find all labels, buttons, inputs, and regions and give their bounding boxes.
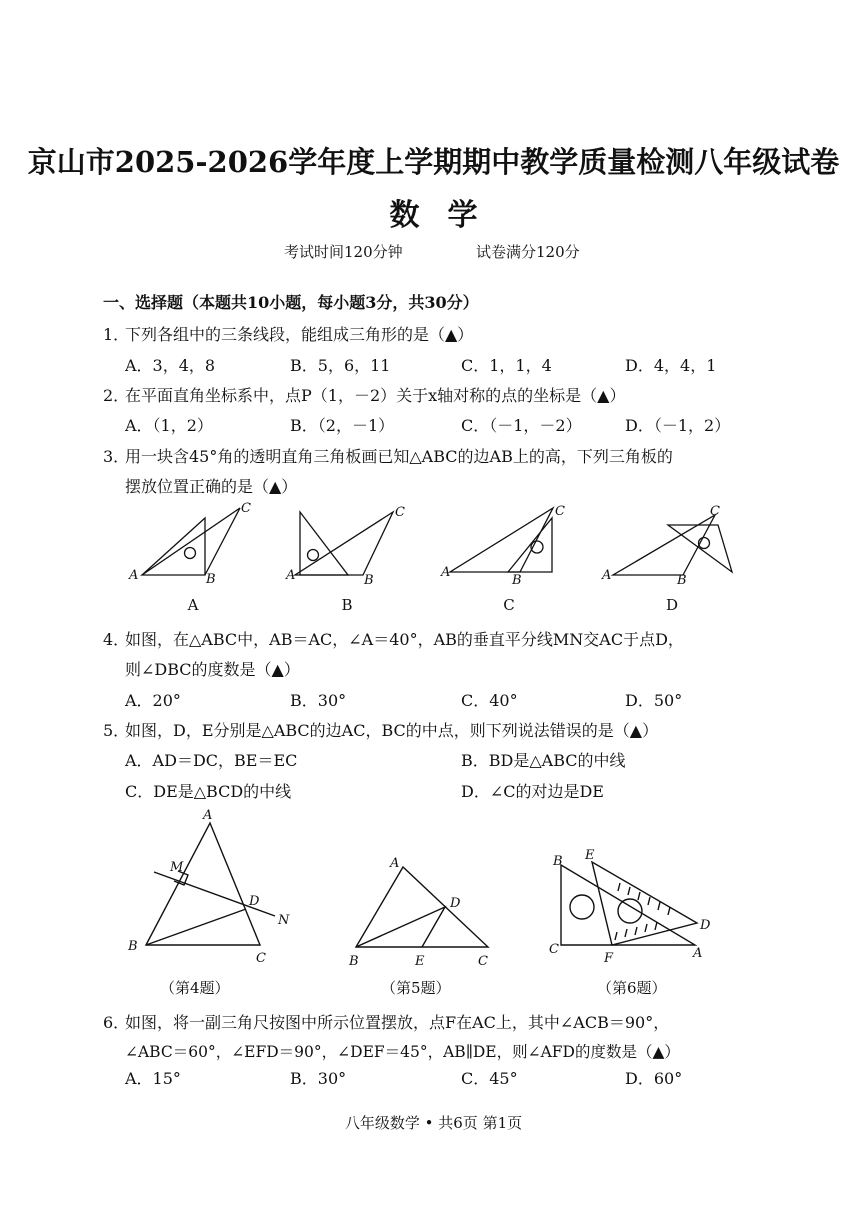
point-label: A — [602, 568, 612, 583]
q6-option-c: C．45° — [461, 1069, 518, 1088]
point-label: C — [395, 505, 405, 520]
q4-option-c: C．40° — [461, 691, 518, 710]
point-label: M — [170, 860, 184, 875]
figure-label-b: B — [341, 596, 353, 614]
exam-score: 试卷满分120分 — [476, 243, 580, 261]
q1-option-d: D．4，4，1 — [625, 356, 717, 375]
question-number: 5． — [103, 721, 130, 740]
point-label: A — [693, 946, 703, 961]
question-text: 下列各组中的三条线段，能组成三角形的是（▲） — [125, 325, 474, 344]
q1-option-c: C．1，1，4 — [461, 356, 552, 375]
q4-option-d: D．50° — [625, 691, 683, 710]
q6-option-a: A．15° — [125, 1069, 181, 1088]
figure-3d — [613, 515, 732, 575]
question-text: 如图，将一副三角尺按图中所示位置摆放，点F在AC上，其中∠ACB＝90°， — [125, 1013, 670, 1032]
page-footer: 八年级数学 • 共6页 第1页 — [344, 1114, 523, 1132]
question-text: 如图，在△ABC中，AB＝AC，∠A＝40°，AB的垂直平分线MN交AC于点D， — [125, 630, 684, 649]
point-label: C — [710, 504, 720, 519]
question-text: 在平面直角坐标系中，点P（1，－2）关于x轴对称的点的坐标是（▲） — [125, 386, 626, 405]
point-label: F — [604, 951, 614, 966]
q4-option-a: A．20° — [125, 691, 181, 710]
question-number: 3． — [103, 447, 130, 466]
figure-3a — [142, 508, 240, 575]
question-number: 2． — [103, 386, 130, 405]
point-label: C — [241, 501, 251, 516]
figure-4 — [146, 823, 275, 945]
figure-5 — [356, 867, 488, 947]
section-heading: 一、选择题（本题共10小题，每小题3分，共30分） — [103, 293, 479, 312]
point-label: E — [415, 954, 425, 969]
point-label: D — [700, 918, 711, 933]
question-4 — [103, 627, 684, 650]
question-number: 6． — [103, 1013, 130, 1032]
q2-option-b: B．（2，－1） — [290, 416, 395, 435]
q5-option-d: D．∠C的对边是DE — [461, 782, 604, 801]
figures-4-5-6 — [120, 805, 720, 975]
exam-title: 京山市2025-2026学年度上学期期中教学质量检测八年级试卷 — [27, 145, 840, 179]
question-text: 用一块含45°角的透明直角三角板画已知△ABC的边AB上的高，下列三角板的 — [125, 447, 673, 466]
q5-option-c: C．DE是△BCD的中线 — [125, 782, 292, 801]
question-5 — [103, 718, 658, 741]
figure-label-d: D — [665, 596, 679, 614]
exam-time: 考试时间120分钟 — [284, 243, 403, 261]
question-number: 4． — [103, 630, 130, 649]
point-label: A — [203, 808, 213, 823]
point-label: B — [677, 573, 687, 588]
question-text: 如图，D，E分别是△ABC的边AC，BC的中点，则下列说法错误的是（▲） — [125, 721, 659, 740]
point-label: D — [249, 894, 260, 909]
point-label: A — [441, 565, 451, 580]
point-label: A — [286, 568, 296, 583]
q5-option-a: A．AD＝DC，BE＝EC — [125, 751, 298, 770]
subject-title: 数学 — [389, 198, 506, 233]
point-label: B — [206, 572, 216, 587]
point-label: A — [129, 568, 139, 583]
question-4-line-2: 则∠DBC的度数是（▲） — [125, 660, 300, 679]
point-label: B — [364, 573, 374, 588]
point-label: E — [585, 848, 595, 863]
q6-option-b: B．30° — [290, 1069, 347, 1088]
q2-option-d: D．（－1，2） — [625, 416, 731, 435]
point-label: N — [278, 913, 290, 928]
point-label: B — [349, 954, 359, 969]
figure-6 — [561, 862, 697, 945]
q5-option-b: B．BD是△ABC的中线 — [461, 751, 626, 770]
point-label: D — [450, 896, 461, 911]
question-3 — [103, 444, 673, 467]
point-label: C — [555, 504, 565, 519]
point-label: B — [553, 854, 563, 869]
q6-option-d: D．60° — [625, 1069, 683, 1088]
question-number: 1． — [103, 325, 130, 344]
figure-3b — [295, 512, 393, 575]
point-label: B — [128, 939, 138, 954]
question-6 — [103, 1010, 669, 1033]
q1-option-a: A．3，4，8 — [125, 356, 216, 375]
question-2 — [103, 383, 625, 406]
figure-label-c: C — [503, 596, 515, 614]
caption-figure-6: （第6题） — [597, 979, 667, 997]
figure-3c — [450, 508, 553, 572]
point-label: B — [512, 573, 522, 588]
q3-figures — [120, 500, 760, 595]
question-3-line-2: 摆放位置正确的是（▲） — [125, 477, 298, 496]
question-6-line-2: ∠ABC＝60°，∠EFD＝90°，∠DEF＝45°，AB∥DE，则∠AFD的度数是（▲） — [125, 1043, 680, 1061]
point-label: C — [256, 951, 266, 966]
question-1 — [103, 322, 473, 345]
point-label: C — [478, 954, 488, 969]
q2-option-a: A．（1，2） — [125, 416, 213, 435]
figure-label-a: A — [187, 596, 199, 614]
q2-option-c: C．（－1，－2） — [461, 416, 582, 435]
point-label: C — [549, 942, 559, 957]
q1-option-b: B．5，6，11 — [290, 356, 391, 375]
q4-option-b: B．30° — [290, 691, 347, 710]
caption-figure-5: （第5题） — [381, 979, 451, 997]
caption-figure-4: （第4题） — [160, 979, 230, 997]
point-label: A — [390, 856, 400, 871]
